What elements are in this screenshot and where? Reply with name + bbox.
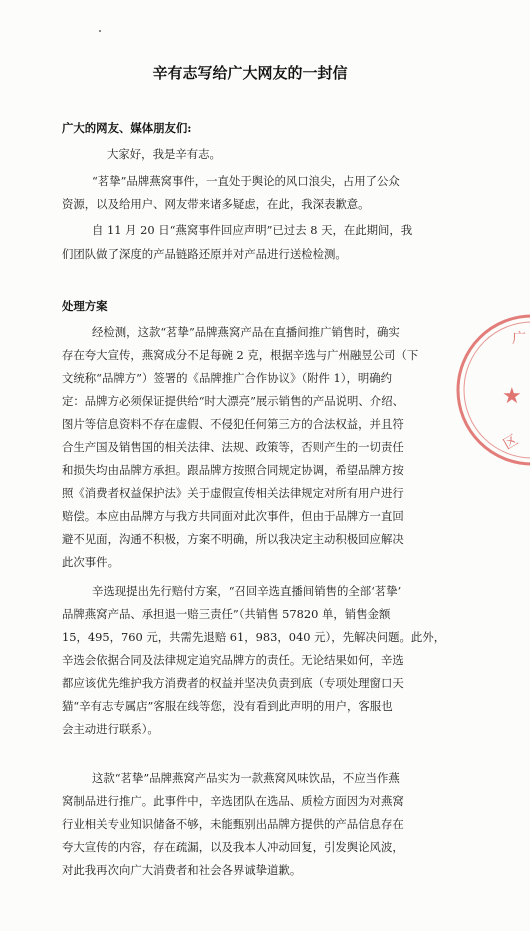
- paragraph-line: “茗挚”品牌燕窝事件，一直处于舆论的风口浪尖，占用了公众: [92, 174, 400, 188]
- paragraph-line: 猫“辛有志专属店”客服在线等您，没有看到此声明的用户，客服也: [62, 699, 393, 713]
- paragraph-line: 都应该优先维护我方消费者的权益并坚决负责到底（专项处理窗口天: [62, 676, 404, 690]
- paragraph-line: 存在夸大宣传，燕窝成分不足每碗 2 克，根据辛选与广州融昱公司（下: [62, 348, 419, 362]
- paragraph-line: 辛选现提出先行赔付方案，“召回辛选直播间销售的全部‘茗挚’: [92, 584, 402, 598]
- paragraph-line: 自 11 月 20 日“燕窝事件回应声明”已过去 8 天，在此期间，我: [92, 223, 413, 237]
- paragraph-line: 对此我再次向广大消费者和社会各界诚挚道歉。: [62, 863, 302, 877]
- svg-text:区: 区: [500, 432, 521, 453]
- paragraph-line: 此次事件。: [62, 555, 119, 569]
- paragraph-line: 定：品牌方必须保证提供给“时大漂亮”展示销售的产品说明、介绍、: [62, 394, 404, 408]
- company-seal: [472, 305, 530, 475]
- section-heading: 处理方案: [62, 299, 108, 313]
- paragraph-line: 这款“茗挚”品牌燕窝产品实为一款燕窝风味饮品，不应当作燕: [92, 771, 400, 785]
- paragraph-line: 合生产国及销售国的相关法律、法规、政策等，否则产生的一切责任: [62, 440, 404, 454]
- paragraph-line: 辛选会依据合同及法律规定追究品牌方的责任。无论结果如何，辛选: [62, 653, 404, 667]
- paragraph-line: 资源，以及给用户、网友带来诸多疑虑，在此，我深表歉意。: [62, 197, 370, 211]
- salutation: 广大的网友、媒体朋友们:: [62, 121, 192, 135]
- paragraph-line: 和损失均由品牌方承担。跟品牌方按照合同规定协调，希望品牌方按: [62, 463, 404, 477]
- paragraph-line: 窝制品进行推广。此事件中，辛选团队在选品、质检方面因为对燕窝: [62, 794, 404, 808]
- paragraph-line: 照《消费者权益保护法》关于虚假宣传相关法律规定对所有用户进行: [62, 486, 404, 500]
- paragraph-line: 品牌燕窝产品、承担退一赔三责任”（共销售 57820 单，销售金额: [62, 607, 391, 621]
- paragraph-line: 行业相关专业知识储备不够，未能甄别出品牌方提供的产品信息存在: [62, 817, 404, 831]
- greeting: 大家好，我是辛有志。: [107, 147, 221, 161]
- scan-speck: [99, 30, 101, 32]
- paragraph-line: 避不见面，沟通不积极，方案不明确，所以我决定主动积极回应解决: [62, 532, 404, 546]
- paragraph-line: 文统称“品牌方”）签署的《品牌推广合作协议》（附件 1），明确约: [62, 371, 393, 385]
- paragraph-line: 们团队做了深度的产品链路还原并对产品进行送检检测。: [62, 247, 347, 261]
- svg-text:★: ★: [502, 384, 522, 409]
- paragraph-line: 图片等信息资料不存在虚假、不侵犯任何第三方的合法权益，并且符: [62, 417, 404, 431]
- svg-text:广: 广: [512, 331, 526, 347]
- paragraph-line: 15，495，760 元，共需先退赔 61，983，040 元），先解决问题。此外，: [62, 630, 446, 644]
- paragraph-line: 赔偿。本应由品牌方与我方共同面对此次事件，但由于品牌方一直回: [62, 509, 404, 523]
- paragraph-line: 经检测，这款“茗挚”品牌燕窝产品在直播间推广销售时，确实: [92, 325, 400, 339]
- paragraph-line: 会主动进行联系）。: [62, 722, 159, 736]
- letter-title: 辛有志写给广大网友的一封信: [152, 64, 348, 82]
- paragraph-line: 夸大宣传的内容，存在疏漏，以及我本人冲动回复，引发舆论风波，: [62, 840, 404, 854]
